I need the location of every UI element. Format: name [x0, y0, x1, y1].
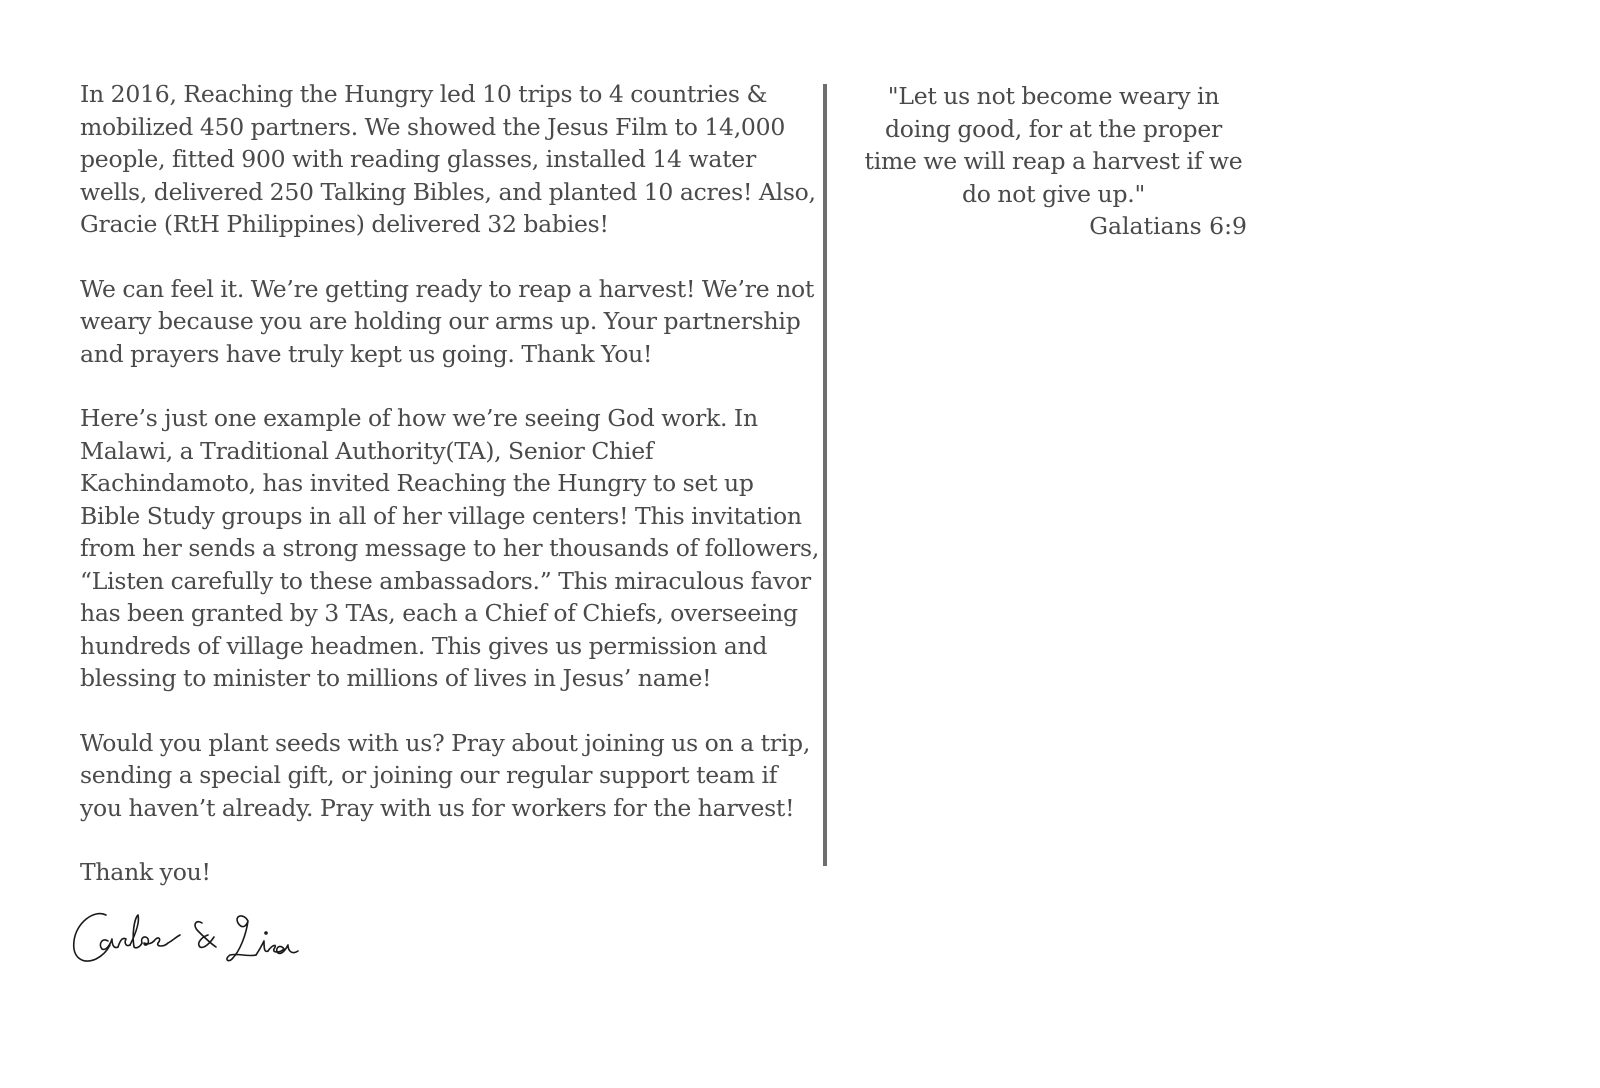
paragraph-harvest: We can feel it. We’re getting ready to reap a harvest! We’re not weary because you are holding our arms up. Your partnership and prayers have truly kept us going. Thank You!	[80, 274, 815, 368]
quote-text: "Let us not become weary in doing good, for at the proper time we will reap a harvest if we do not give up."	[864, 82, 1243, 208]
scripture-quote	[856, 80, 1251, 243]
paragraph-invitation: Would you plant seeds with us? Pray about joining us on a trip, sending a special gift, or joining our regular support team if you haven’t already. Pray with us for workers for the harvest!	[80, 728, 811, 822]
handwritten-signature	[68, 905, 318, 985]
paragraph-stats: In 2016, Reaching the Hungry led 10 trips to 4 countries & mobilized 450 partners. We showed the Jesus Film to 14,000 people, fitted 900 with reading glasses, installed 14 water wells, delivered 250 Talking Bibles, and planted 10 acres! Also, Gracie (RtH Philippines) delivered 32 babies!	[80, 80, 816, 238]
closing-line: Thank you!	[80, 858, 211, 886]
column-divider	[823, 84, 827, 866]
paragraph-malawi: Here’s just one example of how we’re seeing God work. In Malawi, a Traditional Authority(TA), Senior Chief Kachindamoto, has invited Reaching the Hungry to set up Bible Study groups in all of her village centers! This invitation from her sends a strong message to her thousands of followers, “Listen carefully to these ambassadors.” This miraculous favor has been granted by 3 TAs, each a Chief of Chiefs, overseeing hundreds of village headmen. This gives us permission and blessing to minister to millions of lives in Jesus’ name!	[80, 404, 820, 692]
quote-reference: Galatians 6:9	[1089, 212, 1247, 240]
letter-body	[80, 78, 820, 905]
